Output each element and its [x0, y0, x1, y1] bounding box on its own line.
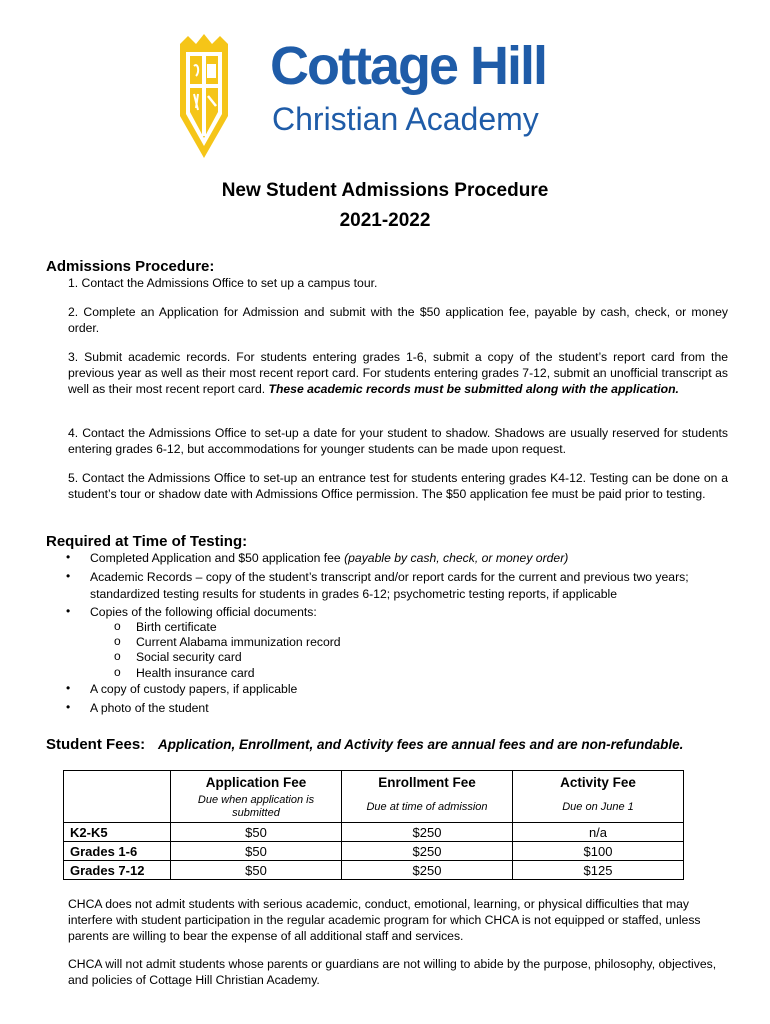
testing-item-4: A copy of custody papers, if applicable	[90, 682, 298, 696]
testing-item-1	[90, 550, 568, 566]
page-year: 2021-2022	[339, 210, 431, 231]
testing-item-3: Copies of the following official documents:	[90, 605, 317, 619]
sub-item-1: Birth certificate	[136, 620, 217, 634]
testing-heading: Required at Time of Testing:	[46, 533, 248, 550]
testing-item-2-line1: Academic Records – copy of the student’s transcript and/or report cards for the current and previous two years;	[90, 570, 689, 584]
cell-application: $50	[171, 861, 342, 880]
table-row	[64, 823, 684, 842]
cell-application: $50	[171, 823, 342, 842]
step-1: 1. Contact the Admissions Office to set up a campus tour.	[68, 276, 378, 290]
sub-marker: o	[114, 619, 121, 633]
school-logo	[176, 30, 596, 165]
fees-heading: Student Fees:	[46, 736, 146, 753]
admissions-heading: Admissions Procedure:	[46, 258, 215, 275]
row-grade: Grades 1-6	[64, 842, 171, 861]
fees-table	[63, 770, 684, 880]
testing-item-5: A photo of the student	[90, 701, 209, 715]
table-row	[64, 842, 684, 861]
bullet-marker: •	[66, 700, 71, 714]
step-5: 5. Contact the Admissions Office to set-up an entrance test for students entering grades K4-12. Testing can be done on a student’s tour or shadow date with Admissions Office permission. The $50 application fee must be paid prior to testing.	[68, 471, 728, 501]
page-title: New Student Admissions Procedure	[221, 180, 549, 201]
fees-subheading: Application, Enrollment, and Activity fees are annual fees and are non-refundable.	[158, 737, 684, 752]
sub-item-2: Current Alabama immunization record	[136, 635, 341, 649]
step-2: 2. Complete an Application for Admission and submit with the $50 application fee, payable by cash, check, or money order.	[68, 305, 728, 335]
bullet-marker: •	[66, 550, 71, 564]
testing-item-2-line2: standardized testing results for students in grades 6-12; psychometric testing reports, if applicable	[90, 587, 618, 601]
sub-item-3: Social security card	[136, 650, 242, 664]
cell-activity: $125	[513, 861, 684, 880]
cell-enrollment: $250	[342, 842, 513, 861]
header-enrollment-title: Enrollment Fee	[378, 775, 476, 790]
step-3	[68, 349, 728, 397]
cell-activity: $100	[513, 842, 684, 861]
sub-marker: o	[114, 665, 121, 679]
logo-name-line1: Cottage Hill	[270, 36, 547, 96]
header-application-note: Due when application is submitted	[197, 794, 315, 819]
row-grade: Grades 7-12	[64, 861, 171, 880]
header-enrollment-note: Due at time of admission	[366, 801, 488, 813]
step-3-emphasis: These academic records must be submitted along with the application.	[268, 382, 679, 396]
header-application-title: Application Fee	[205, 775, 307, 790]
sub-marker: o	[114, 634, 121, 648]
bullet-marker: •	[66, 681, 71, 695]
header-activity	[513, 771, 684, 823]
policy-paragraph-2: CHCA will not admit students whose parents or guardians are not willing to abide by the purpose, philosophy, objectives, and policies of Cottage Hill Christian Academy.	[68, 957, 717, 987]
step-4: 4. Contact the Admissions Office to set-up a date for your student to shadow. Shadows are usually reserved for students entering grades 6-12, but accommodations for younger students can be made upon request.	[68, 426, 728, 456]
logo-name-line2: Christian Academy	[272, 101, 539, 137]
header-enrollment	[342, 771, 513, 823]
header-activity-title: Activity Fee	[560, 775, 636, 790]
testing-item-1-text: Completed Application and $50 application fee	[90, 551, 341, 565]
crest-shield-icon	[180, 34, 228, 158]
header-application	[171, 771, 342, 823]
cell-application: $50	[171, 842, 342, 861]
header-activity-note: Due on June 1	[562, 801, 634, 813]
testing-item-1-italic: (payable by cash, check, or money order)	[344, 551, 569, 565]
bullet-marker: •	[66, 569, 71, 583]
policy-paragraph-1: CHCA does not admit students with serious academic, conduct, emotional, learning, or physical difficulties that may interfere with student participation in the regular academic program for which CHCA is not equipped or staffed, unless parents are willing to bear the expense of all additional staff and services.	[68, 897, 701, 943]
fees-corner-cell	[64, 771, 171, 823]
row-grade: K2-K5	[64, 823, 171, 842]
cell-activity: n/a	[513, 823, 684, 842]
step-3-text: 3. Submit academic records. For students entering grades 1-6, submit a copy of the student’s report card from the previous year as well as their most recent report card. For students entering grades 7-12, submit an unofficial transcript as well as their most recent report card.	[68, 350, 728, 396]
cell-enrollment: $250	[342, 861, 513, 880]
sub-marker: o	[114, 649, 121, 663]
fees-header-row	[64, 771, 684, 823]
cell-enrollment: $250	[342, 823, 513, 842]
table-row	[64, 861, 684, 880]
bullet-marker: •	[66, 604, 71, 618]
sub-item-4: Health insurance card	[136, 666, 255, 680]
